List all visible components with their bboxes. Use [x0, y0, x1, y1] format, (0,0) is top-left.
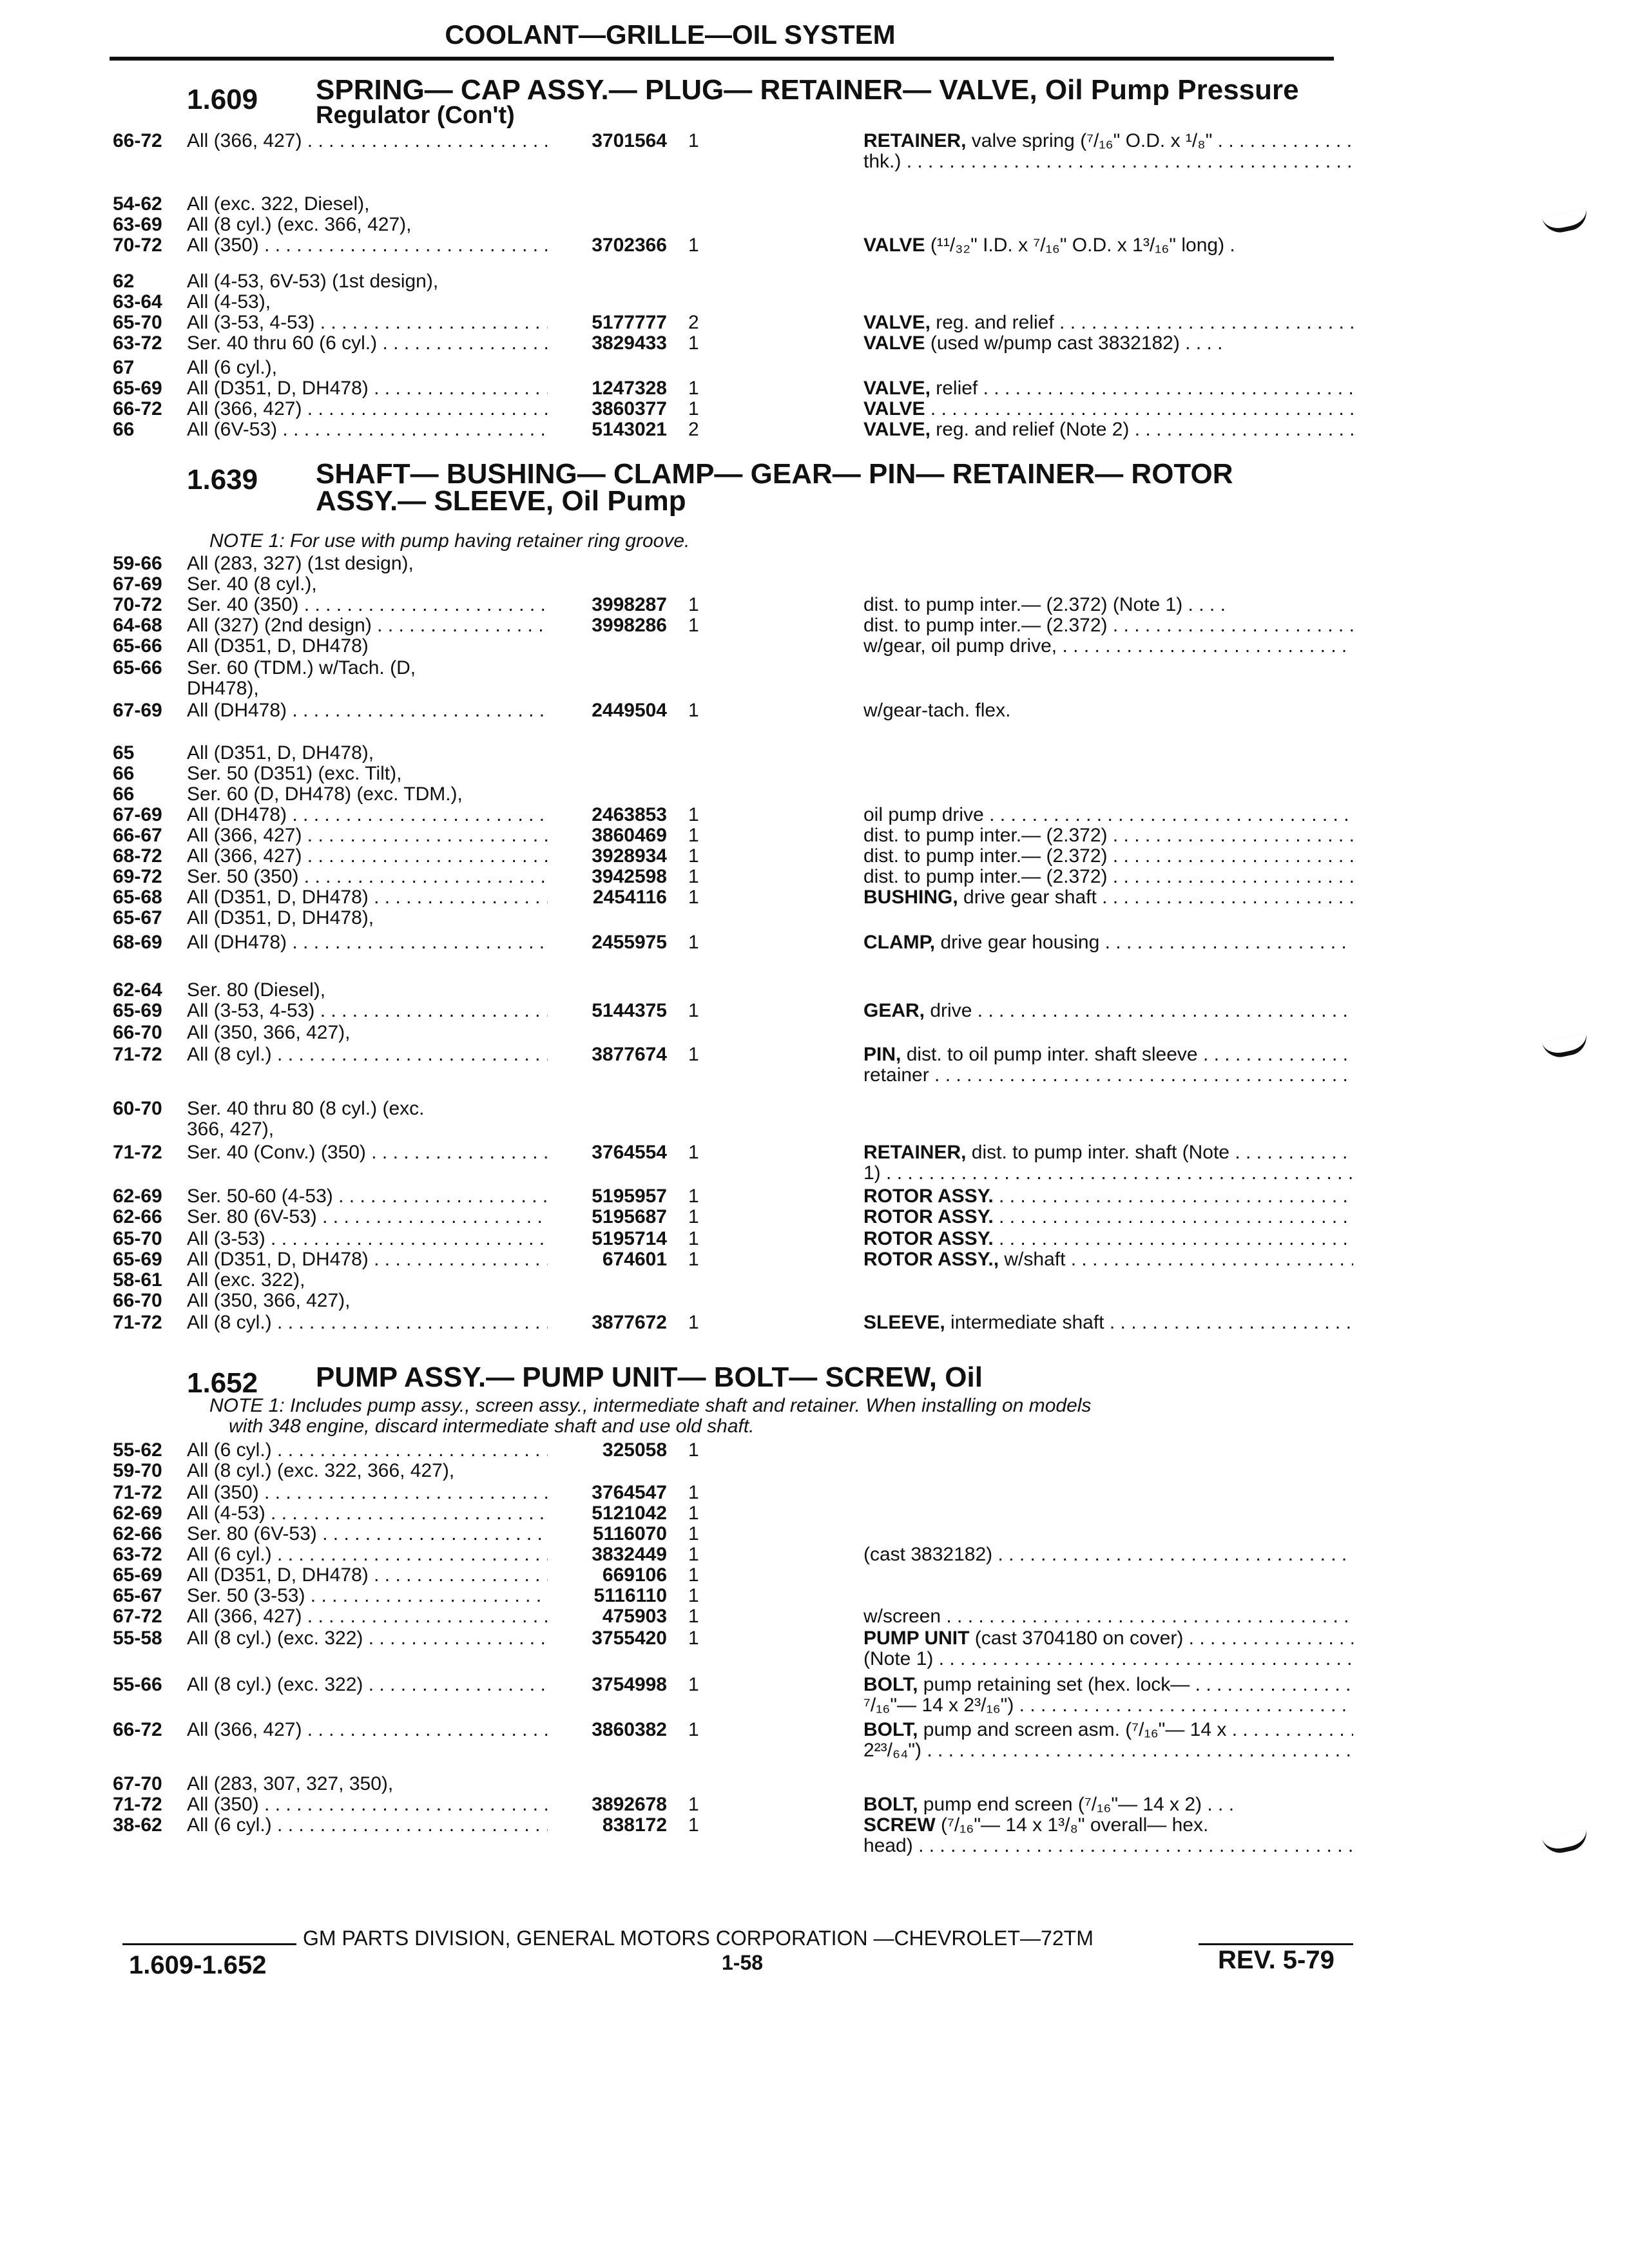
model-years: 65-68	[113, 887, 162, 908]
model-years: 67-69	[113, 804, 162, 825]
part-name: BOLT,	[863, 1794, 918, 1815]
application: All (8 cyl.) (exc. 322) . . .	[187, 1626, 548, 1651]
section-note: NOTE 1: Includes pump assy., screen assy., intermediate shaft and retainer. When installing on models	[209, 1395, 1092, 1416]
model-years: 71-72	[113, 1142, 162, 1163]
part-number: 3860382	[592, 1719, 667, 1740]
part-description	[863, 331, 1353, 356]
quantity: 1	[688, 1606, 699, 1627]
part-number: 3764547	[592, 1482, 667, 1503]
part-name: ROTOR ASSY.	[863, 1228, 994, 1249]
model-years: 65-67	[113, 907, 162, 928]
part-spec: (cast 3832182)	[863, 1544, 993, 1565]
section-number: 1.639	[187, 464, 258, 495]
footer-section-range: 1.609-1.652	[129, 1951, 267, 1979]
model-years: 55-66	[113, 1674, 162, 1695]
part-spec: drive gear housing	[935, 932, 1100, 953]
part-name: VALVE,	[863, 419, 930, 440]
binding-mark	[1542, 208, 1590, 236]
model-years: 71-72	[113, 1044, 162, 1065]
application: Ser. 80 (6V-53) . . .	[187, 1522, 548, 1546]
model-years: 65-70	[113, 1228, 162, 1249]
model-years: 71-72	[113, 1794, 162, 1815]
application: All (8 cyl.) (exc. 322, 366, 427),	[187, 1460, 455, 1481]
application: Ser. 40 (350) . . .	[187, 593, 548, 617]
quantity: 1	[688, 804, 699, 825]
application: All (DH478) . . .	[187, 930, 548, 955]
part-number: 5195687	[592, 1206, 667, 1227]
part-name: RETAINER,	[863, 1142, 967, 1163]
application: Ser. 50 (D351) (exc. Tilt),	[187, 763, 402, 784]
model-years: 69-72	[113, 866, 162, 887]
model-years: 64-68	[113, 615, 162, 636]
model-years: 67-72	[113, 1606, 162, 1627]
application: All (D351, D, DH478)	[187, 635, 369, 657]
part-number: 2463853	[592, 804, 667, 825]
application: Ser. 50 (350) . . .	[187, 865, 548, 889]
application: All (8 cyl.) . . .	[187, 1311, 548, 1335]
model-years: 67	[113, 357, 135, 378]
model-years: 70-72	[113, 594, 162, 615]
section-title: SPRING— CAP ASSY.— PLUG— RETAINER— VALVE, Oil Pump Pressure	[316, 74, 1299, 106]
section-subtitle: ASSY.— SLEEVE, Oil Pump	[316, 485, 686, 517]
part-spec: w/shaft	[999, 1249, 1066, 1270]
model-years: 62-69	[113, 1186, 162, 1207]
application: All (366, 427) . . .	[187, 397, 548, 421]
part-number: 5177777	[592, 312, 667, 333]
application: All (exc. 322),	[187, 1269, 305, 1291]
part-name: ROTOR ASSY.	[863, 1206, 994, 1227]
quantity: 1	[688, 825, 699, 846]
application: Ser. 50-60 (4-53) . . .	[187, 1184, 548, 1209]
application: Ser. 60 (D, DH478) (exc. TDM.),	[187, 783, 463, 805]
part-spec: reg. and relief	[930, 312, 1054, 333]
application: All (350, 366, 427),	[187, 1022, 351, 1043]
footer-rule-left	[122, 1943, 296, 1945]
model-years: 38-62	[113, 1814, 162, 1836]
model-years: 66	[113, 783, 135, 805]
application: All (4-53, 6V-53) (1st design),	[187, 271, 439, 292]
part-description	[863, 885, 1353, 910]
quantity: 2	[688, 419, 699, 440]
model-years: 66-70	[113, 1022, 162, 1043]
quantity: 1	[688, 1439, 699, 1461]
part-name: PIN,	[863, 1044, 901, 1065]
part-spec: 2²³/₆₄")	[863, 1740, 921, 1761]
quantity: 1	[688, 398, 699, 419]
part-description	[863, 1647, 1353, 1671]
application: All (3-53, 4-53) . . .	[187, 999, 548, 1023]
part-description	[863, 999, 1353, 1023]
part-number: 3754998	[592, 1674, 667, 1695]
application: DH478),	[187, 678, 259, 699]
application: All (366, 427) . . .	[187, 844, 548, 869]
part-description	[863, 1205, 1353, 1229]
part-number: 475903	[602, 1606, 667, 1627]
part-number: 3860377	[592, 398, 667, 419]
application: Ser. 80 (6V-53) . . .	[187, 1205, 548, 1229]
model-years: 62-66	[113, 1523, 162, 1544]
application: All (350) . . .	[187, 1481, 548, 1505]
part-spec: (Note 1)	[863, 1648, 934, 1669]
part-number: 3928934	[592, 845, 667, 867]
part-number: 3998287	[592, 594, 667, 615]
part-name: RETAINER,	[863, 130, 967, 151]
application: All (6 cyl.),	[187, 357, 278, 378]
part-description	[863, 1063, 1353, 1088]
part-spec: ⁷/₁₆"— 14 x 2³/₁₆")	[863, 1695, 1014, 1716]
quantity: 1	[688, 594, 699, 615]
part-number: 3892678	[592, 1794, 667, 1815]
model-years: 55-58	[113, 1628, 162, 1649]
application: All (366, 427) . . .	[187, 823, 548, 848]
part-number: 3877674	[592, 1044, 667, 1065]
application: All (D351, D, DH478) . . .	[187, 376, 548, 401]
part-number: 669106	[602, 1564, 667, 1586]
part-number: 5116070	[592, 1523, 667, 1544]
model-years: 66-67	[113, 825, 162, 846]
quantity: 1	[688, 845, 699, 867]
part-spec: drive gear shaft	[958, 887, 1097, 908]
model-years: 67-70	[113, 1773, 162, 1794]
part-description	[863, 634, 1353, 658]
application: Ser. 40 (8 cyl.),	[187, 573, 317, 595]
application: All (366, 427) . . .	[187, 1604, 548, 1629]
part-number: 5195714	[592, 1228, 667, 1249]
part-name: BOLT,	[863, 1674, 918, 1695]
application: All (350) . . .	[187, 1792, 548, 1817]
application: All (350) . . .	[187, 233, 548, 258]
model-years: 65-67	[113, 1585, 162, 1606]
quantity: 1	[688, 1000, 699, 1021]
part-number: 3877672	[592, 1312, 667, 1333]
application: All (8 cyl.) (exc. 366, 427),	[187, 214, 412, 235]
application: Ser. 60 (TDM.) w/Tach. (D,	[187, 657, 416, 678]
quantity: 1	[688, 235, 699, 256]
quantity: 1	[688, 1794, 699, 1815]
quantity: 2	[688, 312, 699, 333]
quantity: 1	[688, 1044, 699, 1065]
part-description	[863, 1834, 1353, 1858]
section-title: SHAFT— BUSHING— CLAMP— GEAR— PIN— RETAINER— ROTOR	[316, 458, 1233, 490]
application: All (8 cyl.) . . .	[187, 1043, 548, 1067]
application: 366, 427),	[187, 1119, 275, 1140]
model-years: 63-64	[113, 291, 162, 312]
part-number: 3998286	[592, 615, 667, 636]
part-number: 3755420	[592, 1628, 667, 1649]
part-spec: pump end screen (⁷/₁₆"— 14 x 2) . . .	[918, 1794, 1235, 1815]
part-description	[863, 1693, 1353, 1718]
application: All (3-53) . . .	[187, 1227, 548, 1251]
part-number: 3701564	[592, 130, 667, 151]
part-number: 5143021	[592, 419, 667, 440]
application: Ser. 50 (3-53) . . .	[187, 1584, 548, 1608]
part-number: 2454116	[592, 887, 667, 908]
application: All (366, 427) . . .	[187, 129, 548, 153]
part-number: 3702366	[592, 235, 667, 256]
quantity: 1	[688, 1814, 699, 1836]
application: All (327) (2nd design) . . .	[187, 613, 548, 638]
application: All (366, 427) . . .	[187, 1718, 548, 1742]
part-name: VALVE,	[863, 378, 930, 399]
part-name: VALVE	[863, 332, 925, 354]
part-spec: relief	[930, 378, 978, 399]
application: All (D351, D, DH478),	[187, 742, 374, 764]
part-description	[863, 149, 1353, 174]
quantity: 1	[688, 332, 699, 354]
part-number: 2455975	[592, 932, 667, 953]
application: Ser. 40 thru 60 (6 cyl.) . . .	[187, 331, 548, 356]
part-name: SLEEVE,	[863, 1312, 945, 1333]
model-years: 55-62	[113, 1439, 162, 1461]
part-spec: dist. to pump inter. shaft (Note	[966, 1142, 1229, 1163]
model-years: 65-69	[113, 1000, 162, 1021]
section-note-continued: with 348 engine, discard intermediate shaft and use old shaft.	[229, 1416, 755, 1437]
part-spec: (¹¹/₃₂" I.D. x ⁷/₁₆" O.D. x 1³/₁₆" long) .	[925, 235, 1235, 256]
part-name: PUMP UNIT	[863, 1628, 970, 1649]
part-number: 5121042	[592, 1503, 667, 1524]
application: All (6 cyl.) . . .	[187, 1813, 548, 1838]
model-years: 66-72	[113, 398, 162, 419]
revision: REV. 5-79	[1218, 1946, 1335, 1974]
application: Ser. 40 thru 80 (8 cyl.) (exc.	[187, 1098, 425, 1119]
part-number: 674601	[602, 1249, 667, 1270]
part-spec: drive	[925, 1000, 972, 1021]
quantity: 1	[688, 1186, 699, 1207]
model-years: 70-72	[113, 235, 162, 256]
application: Ser. 40 (Conv.) (350) . . .	[187, 1140, 548, 1165]
model-years: 66	[113, 419, 135, 440]
model-years: 62-69	[113, 1503, 162, 1524]
model-years: 65-70	[113, 312, 162, 333]
quantity: 1	[688, 866, 699, 887]
part-spec: intermediate shaft	[945, 1312, 1104, 1333]
footer-text: GM PARTS DIVISION, GENERAL MOTORS CORPORATION —CHEVROLET—72TM	[303, 1927, 1094, 1950]
part-spec: (cast 3704180 on cover)	[969, 1628, 1184, 1649]
model-years: 63-72	[113, 1544, 162, 1565]
part-name: BOLT,	[863, 1719, 918, 1740]
section-number: 1.652	[187, 1367, 258, 1399]
application: All (4-53) . . .	[187, 1501, 548, 1526]
footer-rule-right	[1199, 1943, 1353, 1945]
quantity: 1	[688, 1628, 699, 1649]
model-years: 62-64	[113, 979, 162, 1001]
part-description	[863, 1604, 1353, 1629]
part-description	[863, 1738, 1353, 1763]
quantity: 1	[688, 1503, 699, 1524]
model-years: 58-61	[113, 1269, 162, 1291]
part-number: 3829433	[592, 332, 667, 354]
model-years: 63-69	[113, 214, 162, 235]
model-years: 59-70	[113, 1460, 162, 1481]
quantity: 1	[688, 130, 699, 151]
quantity: 1	[688, 1206, 699, 1227]
part-description	[863, 930, 1353, 955]
application: All (D351, D, DH478) . . .	[187, 1563, 548, 1588]
part-spec: w/gear, oil pump drive,	[863, 635, 1057, 657]
quantity: 1	[688, 1564, 699, 1586]
model-years: 54-62	[113, 193, 162, 215]
part-spec: pump and screen asm. (⁷/₁₆"— 14 x	[918, 1719, 1227, 1740]
part-number: 5116110	[593, 1585, 667, 1606]
model-years: 71-72	[113, 1482, 162, 1503]
model-years: 66-72	[113, 130, 162, 151]
quantity: 1	[688, 1482, 699, 1503]
model-years: 62-66	[113, 1206, 162, 1227]
part-number: 5144375	[592, 1000, 667, 1021]
part-number: 5195957	[592, 1186, 667, 1207]
model-years: 60-70	[113, 1098, 162, 1119]
quantity: 1	[688, 1228, 699, 1249]
part-number: 3832449	[592, 1544, 667, 1565]
part-description	[863, 1311, 1353, 1335]
application: All (exc. 322, Diesel),	[187, 193, 370, 215]
quantity: 1	[688, 1312, 699, 1333]
part-name: GEAR,	[863, 1000, 925, 1021]
quantity: 1	[688, 1674, 699, 1695]
application: All (DH478) . . .	[187, 803, 548, 827]
part-name: SCREW	[863, 1814, 936, 1836]
quantity: 1	[688, 700, 699, 721]
part-name: ROTOR ASSY.,	[863, 1249, 999, 1270]
part-spec: reg. and relief (Note 2)	[930, 419, 1130, 440]
section-subtitle: Regulator (Con't)	[316, 102, 515, 129]
part-description	[863, 1542, 1353, 1567]
model-years: 71-72	[113, 1312, 162, 1333]
model-years: 65-69	[113, 1564, 162, 1586]
part-number: 3860469	[592, 825, 667, 846]
part-spec: w/screen	[863, 1606, 941, 1627]
part-name: VALVE,	[863, 312, 930, 333]
part-spec: valve spring (⁷/₁₆" O.D. x ¹/₈"	[966, 130, 1213, 151]
quantity: 1	[688, 378, 699, 399]
section-note: NOTE 1: For use with pump having retainer ring groove.	[209, 530, 690, 552]
application: All (D351, D, DH478),	[187, 907, 374, 928]
quantity: 1	[688, 1523, 699, 1544]
part-name: VALVE	[863, 398, 925, 419]
quantity: 1	[688, 615, 699, 636]
part-spec: w/gear-tach. flex.	[863, 700, 1011, 721]
application: All (8 cyl.) (exc. 322) . . .	[187, 1673, 548, 1697]
part-number: 3942598	[592, 866, 667, 887]
application: All (4-53),	[187, 291, 271, 312]
application: All (283, 307, 327, 350),	[187, 1773, 394, 1794]
model-years: 65	[113, 742, 135, 764]
part-spec: oil pump drive	[863, 804, 984, 825]
section-title: PUMP ASSY.— PUMP UNIT— BOLT— SCREW, Oil	[316, 1361, 983, 1393]
part-spec: dist. to oil pump inter. shaft sleeve	[901, 1044, 1198, 1065]
quantity: 1	[688, 1249, 699, 1270]
part-description	[863, 698, 1353, 723]
application: All (350, 366, 427),	[187, 1290, 351, 1311]
quantity: 1	[688, 1719, 699, 1740]
part-spec: (⁷/₁₆"— 14 x 1³/₈" overall— hex.	[935, 1814, 1209, 1836]
application: All (3-53, 4-53) . . .	[187, 311, 548, 335]
model-years: 67-69	[113, 700, 162, 721]
part-spec: pump retaining set (hex. lock—	[918, 1674, 1190, 1695]
model-years: 62	[113, 271, 135, 292]
part-description	[863, 233, 1353, 258]
model-years: 66-70	[113, 1290, 162, 1311]
part-description	[863, 1247, 1353, 1272]
part-description	[863, 418, 1353, 442]
part-spec: dist. to pump inter.— (2.372) (Note 1) . . . .	[863, 594, 1226, 615]
part-name: ROTOR ASSY.	[863, 1186, 994, 1207]
application: All (6V-53) . . .	[187, 418, 548, 442]
part-description	[863, 1161, 1353, 1186]
model-years: 65-69	[113, 1249, 162, 1270]
part-name: BUSHING,	[863, 887, 958, 908]
model-years: 66	[113, 763, 135, 784]
section-number: 1.609	[187, 84, 258, 115]
part-number: 2449504	[592, 700, 667, 721]
quantity: 1	[688, 1142, 699, 1163]
part-spec: dist. to pump inter.— (2.372)	[863, 866, 1108, 887]
quantity: 1	[688, 1544, 699, 1565]
part-spec: thk.)	[863, 151, 901, 172]
part-spec: retainer	[863, 1064, 929, 1086]
model-years: 63-72	[113, 332, 162, 354]
model-years: 65-66	[113, 657, 162, 678]
model-years: 68-72	[113, 845, 162, 867]
part-number: 838172	[602, 1814, 667, 1836]
part-number: 325058	[602, 1439, 667, 1461]
quantity: 1	[688, 932, 699, 953]
part-name: VALVE	[863, 235, 925, 256]
header-rule	[110, 57, 1334, 61]
application: Ser. 80 (Diesel),	[187, 979, 326, 1001]
model-years: 66-72	[113, 1719, 162, 1740]
quantity: 1	[688, 1585, 699, 1606]
quantity: 1	[688, 887, 699, 908]
application: All (D351, D, DH478) . . .	[187, 885, 548, 910]
page-number: 1-58	[722, 1951, 764, 1974]
application: All (DH478) . . .	[187, 698, 548, 723]
application: All (D351, D, DH478) . . .	[187, 1247, 548, 1272]
part-spec: 1)	[863, 1162, 881, 1184]
part-spec: dist. to pump inter.— (2.372)	[863, 615, 1108, 636]
application: All (6 cyl.) . . .	[187, 1438, 548, 1463]
part-spec: head)	[863, 1835, 913, 1856]
application: All (6 cyl.) . . .	[187, 1542, 548, 1567]
part-spec: dist. to pump inter.— (2.372)	[863, 825, 1108, 846]
part-number: 3764554	[592, 1142, 667, 1163]
model-years: 68-69	[113, 932, 162, 953]
binding-mark	[1542, 1033, 1590, 1061]
application: All (283, 327) (1st design),	[187, 553, 414, 574]
part-name: CLAMP,	[863, 932, 936, 953]
part-number: 1247328	[592, 378, 667, 399]
model-years: 65-66	[113, 635, 162, 657]
model-years: 65-69	[113, 378, 162, 399]
model-years: 67-69	[113, 573, 162, 595]
binding-mark	[1542, 1829, 1590, 1856]
page-header: COOLANT—GRILLE—OIL SYSTEM	[445, 19, 896, 50]
model-years: 59-66	[113, 553, 162, 574]
part-spec: (used w/pump cast 3832182) . . . .	[925, 332, 1223, 354]
part-spec: dist. to pump inter.— (2.372)	[863, 845, 1108, 867]
